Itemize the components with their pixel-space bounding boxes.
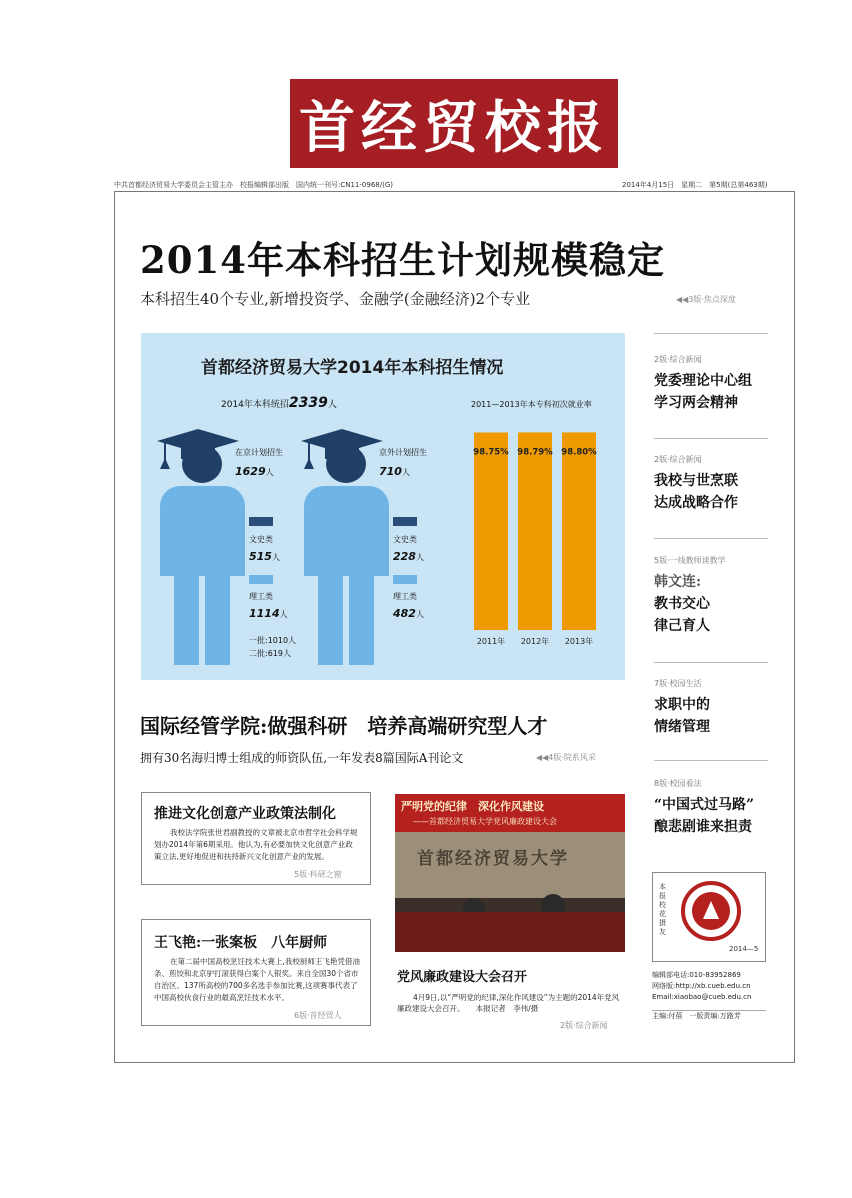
- sidebar-item-crossing[interactable]: [654, 794, 754, 838]
- brief-box-culture[interactable]: [141, 792, 371, 885]
- box-ref[interactable]: 5版·科研之窗: [294, 870, 342, 879]
- photo-banner-line2: ——首都经济贸易大学党风廉政建设大会: [413, 817, 557, 826]
- sidebar-title-line: “中国式过马路”: [654, 797, 755, 813]
- publisher-info: 中共首都经济贸易大学委员会主管主办 校报编辑部出版 国内统一刊号:CN11-0968/(G): [114, 181, 393, 189]
- bar-data-label: 98.75%: [473, 447, 509, 458]
- beijing-wen-value: 515: [249, 550, 272, 563]
- beijing-count: [235, 460, 274, 479]
- box-body: 我校法学院张世君副教授的文章被北京市哲学社会科学规划办2014年第6期采用。他认为,有必要加快文化创意产业政策立法,更好地促进和扶持新兴文化创意产业的发展。: [154, 828, 358, 861]
- beijing-value: 1629: [235, 465, 266, 478]
- lead-page-ref[interactable]: ◀◀3版·焦点深度: [676, 295, 736, 304]
- total-label: 2014年本科统招: [221, 400, 289, 410]
- contact-email[interactable]: Email:xiaobao@cueb.edu.cn: [652, 993, 752, 1001]
- beijing-wen-count: [249, 545, 280, 564]
- lead-headline[interactable]: 2014年本科招生计划规模稳定: [140, 238, 665, 282]
- sidebar-title-line: 求职中的: [654, 697, 710, 713]
- seal-date: 2014—5: [729, 945, 759, 953]
- photo-table: [395, 912, 625, 952]
- sidebar-tag: 8版·校园看法: [654, 779, 702, 788]
- sidebar-title-line: 教书交心: [654, 596, 710, 612]
- unit: 人: [271, 553, 280, 562]
- batch-one: 一批:1010人: [249, 636, 297, 645]
- photo-caption-title[interactable]: 党风廉政建设大会召开: [397, 970, 528, 985]
- sidebar-title-line: 律己育人: [654, 618, 710, 634]
- issue-info: 2014年4月15日 星期二 第5期(总第463期): [622, 181, 768, 189]
- outside-li-value: 482: [393, 607, 416, 620]
- sidebar-rule: [654, 333, 768, 334]
- li-swatch: [393, 575, 417, 584]
- beijing-wen-label: 文史类: [249, 535, 273, 544]
- beijing-li-label: 理工类: [249, 592, 273, 601]
- batch-two: 二批:619人: [249, 649, 291, 658]
- sidebar-tag: 7版·校园生活: [654, 679, 702, 688]
- box-ref[interactable]: 6版·首经贸人: [294, 1011, 342, 1020]
- sidebar-item-teacher[interactable]: [654, 571, 710, 637]
- bar-2012年: [518, 432, 552, 630]
- sidebar-title-line: 韩文连:: [654, 574, 702, 590]
- sidebar-tag: 2版·综合新闻: [654, 355, 702, 364]
- unit: 人: [415, 553, 424, 562]
- admissions-infographic: [141, 333, 625, 680]
- person-leg-icon: [349, 573, 374, 665]
- bar-data-label: 98.80%: [561, 447, 597, 458]
- person-body-icon: [160, 486, 245, 576]
- photo-wall: [395, 832, 625, 898]
- photo-caption-body: 4月9日,以“严明党的纪律,深化作风建设”为主题的2014年党风廉政建设大会召开。 本报记者 李伟/摄: [397, 993, 620, 1013]
- sidebar-item-theory[interactable]: [654, 370, 752, 414]
- unit: 人: [401, 468, 410, 477]
- wen-swatch: [393, 517, 417, 526]
- total-value: 2339: [288, 395, 328, 411]
- wen-swatch: [249, 517, 273, 526]
- sidebar-tag: 2版·综合新闻: [654, 455, 702, 464]
- contact-web[interactable]: 网络版:http://xb.cueb.edu.cn: [652, 982, 751, 990]
- box-body: 在第二届中国高校烹饪技术大赛上,我校厨师王飞艳凭借油条、煎饺和北京驴打滚获得白案个人银奖。来自全国30个省市自治区、137所高校的700多名选手参加比赛,这项赛事代表了中国高校伙食行业的最高烹饪技术水平。: [154, 957, 360, 1002]
- beijing-li-count: [249, 602, 288, 621]
- sidebar-title-line: 我校与世烹联: [654, 473, 738, 489]
- sidebar-rule: [654, 662, 768, 663]
- outside-li-label: 理工类: [393, 592, 417, 601]
- second-headline[interactable]: 国际经管学院:做强科研 培养高端研究型人才: [140, 714, 548, 738]
- second-subhead: 拥有30名海归博士组成的师资队伍,一年发表8篇国际A刊论文: [140, 751, 464, 765]
- photo-banner: [395, 794, 625, 832]
- outside-wen-value: 228: [393, 550, 416, 563]
- masthead-title: 首经贸校报: [299, 94, 609, 161]
- contact-editors: 主编:付蓓 一版责编:万路芳: [652, 1012, 741, 1020]
- beijing-label: 在京计划招生: [235, 448, 283, 457]
- masthead: [290, 79, 618, 168]
- sidebar-title-line: 达成战略合作: [654, 495, 738, 511]
- photo-wall-text: 首都经济贸易大学: [417, 849, 569, 869]
- contact-block: [652, 970, 751, 1022]
- person-head-icon: [182, 445, 222, 483]
- sidebar-title-line: 情绪管理: [654, 719, 710, 735]
- sidebar-rule: [654, 538, 768, 539]
- outside-wen-count: [393, 545, 424, 564]
- second-page-ref[interactable]: ◀◀4版·院系风采: [536, 753, 596, 762]
- photo-banner-line1: 严明党的纪律 深化作风建设: [401, 800, 544, 813]
- person-leg-icon: [205, 573, 230, 665]
- x-tick-label: 2012年: [520, 637, 550, 646]
- contact-rule: [652, 1010, 766, 1011]
- x-tick-label: 2011年: [476, 637, 506, 646]
- unit: 人: [265, 468, 274, 477]
- sidebar-title-line: 党委理论中心组: [654, 373, 752, 389]
- person-head-icon: [326, 445, 366, 483]
- photo-caption-ref[interactable]: 2版·综合新闻: [560, 1021, 608, 1030]
- sidebar-rule: [654, 760, 768, 761]
- infographic-total: [221, 395, 337, 411]
- outside-value: 710: [379, 465, 402, 478]
- brief-box-chef[interactable]: [141, 919, 371, 1026]
- seal-vertical-text: 本报校花摄友: [659, 883, 666, 936]
- person-leg-icon: [318, 573, 343, 665]
- infographic-title: 首都经济贸易大学2014年本科招生情况: [201, 358, 504, 378]
- total-unit: 人: [327, 400, 337, 410]
- person-leg-icon: [174, 573, 199, 665]
- box-title: 王飞艳:一张案板 八年厨师: [154, 935, 328, 951]
- outside-li-count: [393, 602, 424, 621]
- unit: 人: [415, 610, 424, 619]
- unit: 人: [279, 610, 288, 619]
- sidebar-title-line: 学习两会精神: [654, 395, 738, 411]
- university-seal-icon: [681, 879, 741, 943]
- beijing-li-value: 1114: [249, 607, 280, 620]
- sidebar-title-line: 酿悲剧谁来担责: [654, 819, 752, 835]
- li-swatch: [249, 575, 273, 584]
- conference-photo[interactable]: [395, 794, 625, 952]
- chart-title-label: 2011—2013年本专科初次就业率: [471, 400, 592, 409]
- outside-label: 京外计划招生: [379, 448, 427, 457]
- seal-box: [652, 872, 766, 962]
- employment-rate-chart: [466, 418, 616, 658]
- outside-wen-label: 文史类: [393, 535, 417, 544]
- x-tick-label: 2013年: [564, 637, 594, 646]
- sidebar-tag: 5版·一线教师谈教学: [654, 556, 726, 565]
- person-body-icon: [304, 486, 389, 576]
- box-title: 推进文化创意产业政策法制化: [154, 806, 336, 822]
- bar-2011年: [474, 433, 508, 631]
- bar-2013年: [562, 432, 596, 630]
- sidebar-item-emotion[interactable]: [654, 694, 710, 738]
- sidebar-rule: [654, 438, 768, 439]
- lead-subhead: 本科招生40个专业,新增投资学、金融学(金融经济)2个专业: [140, 290, 531, 308]
- contact-phone: 编辑部电话:010-83952869: [652, 971, 741, 979]
- bar-data-label: 98.79%: [517, 447, 553, 458]
- outside-count: [379, 460, 410, 479]
- sidebar-item-cooperation[interactable]: [654, 470, 738, 514]
